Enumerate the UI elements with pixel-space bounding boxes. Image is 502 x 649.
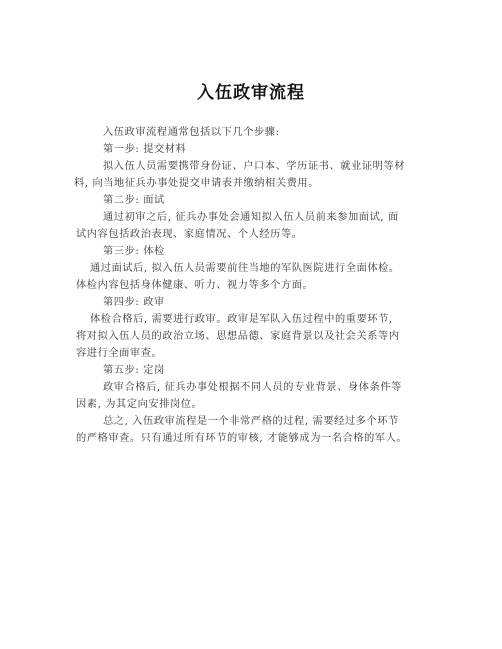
- step-3-text-line-2: 体检内容包括身体健康、听力、视力等多个方面。: [76, 280, 314, 291]
- step-1-text-line-1: 拟入伍人员需要携带身份证、户口本、学历证书、就业证明等材: [103, 161, 406, 172]
- step-4-heading: 第四步: 政审: [103, 297, 165, 308]
- summary-line-1: 总之, 入伍政审流程是一个非常严格的过程, 需要经过多个环节: [103, 416, 399, 427]
- step-1-text-line-2: 料, 向当地征兵办事处提交申请表并缴纳相关费用。: [74, 178, 319, 189]
- step-1-heading: 第一步: 提交材料: [103, 144, 187, 155]
- step-5-heading: 第五步: 定岗: [103, 365, 165, 376]
- step-5-text-line-2: 因素, 为其定向安排岗位。: [76, 399, 203, 410]
- document-title: 入伍政审流程: [197, 83, 305, 103]
- summary-line-2: 的严格审查。只有通过所有环节的审核, 才能够成为一名合格的军人。: [76, 433, 408, 444]
- step-4-text-line-1: 体检合格后, 需要进行政审。政审是军队入伍过程中的重要环节,: [90, 314, 393, 325]
- step-3-text-line-1: 通过面试后, 拟入伍人员需要前往当地的军队医院进行全面体检。: [90, 263, 400, 274]
- step-2-heading: 第二步: 面试: [103, 195, 165, 206]
- step-2-text-line-1: 通过初审之后, 征兵办事处会通知拟入伍人员前来参加面试, 面: [103, 212, 399, 223]
- step-4-text-line-3: 容进行全面审查。: [76, 348, 163, 359]
- step-3-heading: 第三步: 体检: [103, 246, 165, 257]
- intro-line: 入伍政审流程通常包括以下几个步骤:: [103, 127, 280, 138]
- step-4-text-line-2: 将对拟入伍人员的政治立场、思想品德、家庭背景以及社会关系等内: [76, 331, 400, 342]
- step-5-text-line-1: 政审合格后, 征兵办事处根据不同人员的专业背景、身体条件等: [103, 382, 402, 393]
- step-2-text-line-2: 试内容包括政治表现、家庭情况、个人经历等。: [76, 229, 303, 240]
